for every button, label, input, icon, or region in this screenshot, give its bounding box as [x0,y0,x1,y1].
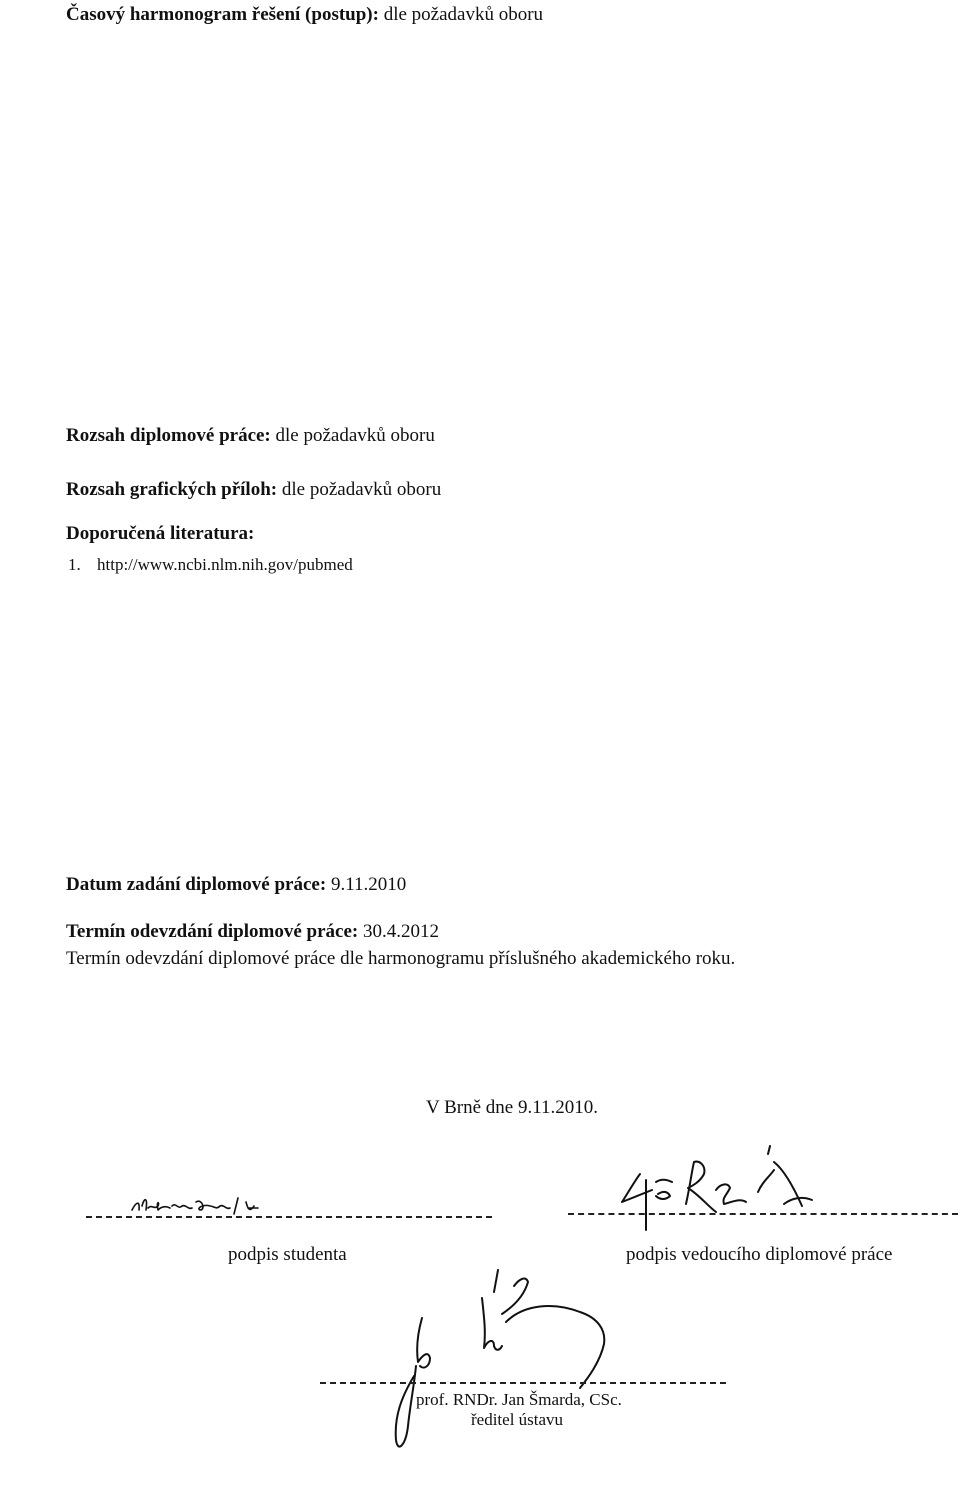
schedule-value: dle požadavků oboru [383,4,544,25]
literature-heading: Doporučená literatura: [66,523,255,544]
thesis-scope-line [66,425,435,447]
deadline-line [66,921,439,943]
thesis-scope-label: Rozsah diplomové práce: [66,425,271,446]
supervisor-signature-caption: podpis vedoucího diplomové práce [626,1244,893,1265]
director-name: prof. RNDr. Jan Šmarda, CSc. [416,1390,622,1409]
supervisor-signature [612,1140,842,1232]
student-signature-line [86,1216,492,1218]
graphics-scope-line [66,479,441,501]
assignment-date-value: 9.11.2010 [330,874,407,895]
student-signature-caption: podpis studenta [228,1244,347,1265]
deadline-label: Termín odevzdání diplomové práce: [66,921,359,942]
assignment-date-line [66,874,406,896]
schedule-line [66,4,543,26]
supervisor-signature-line [568,1213,958,1215]
deadline-note: Termín odevzdání diplomové práce dle harmonogramu příslušného akademického roku. [66,948,736,969]
schedule-label: Časový harmonogram řešení (postup): [66,4,379,25]
literature-item-number: 1. [68,555,81,574]
place-date: V Brně dne 9.11.2010. [426,1097,599,1118]
deadline-value: 30.4.2012 [362,921,439,942]
thesis-scope-value: dle požadavků oboru [275,425,435,446]
literature-item-text: http://www.ncbi.nlm.nih.gov/pubmed [97,555,353,574]
director-role: ředitel ústavu [471,1410,564,1429]
assignment-date-label: Datum zadání diplomové práce: [66,874,327,895]
director-signature-line [320,1382,726,1384]
graphics-scope-value: dle požadavků oboru [281,479,442,500]
literature-item [68,554,353,576]
graphics-scope-label: Rozsah grafických příloh: [66,479,278,500]
